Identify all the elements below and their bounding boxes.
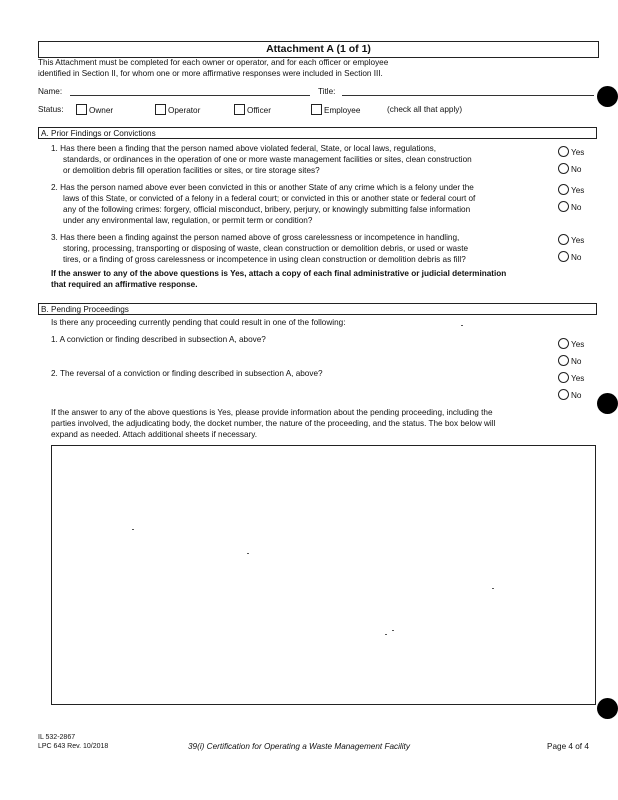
a3-yes-radio[interactable] — [558, 234, 569, 245]
b1-no-radio[interactable] — [558, 355, 569, 366]
footer-center-title: 39(i) Certification for Operating a Waste Management Facility — [188, 742, 410, 751]
section-a-heading: A. Prior Findings or Convictions — [38, 127, 597, 139]
binder-hole-marker — [597, 393, 618, 414]
name-field[interactable] — [70, 86, 310, 96]
a3-yes-option[interactable] — [558, 234, 584, 245]
b2-no-option[interactable] — [558, 389, 581, 400]
section-b-note-line-1: If the answer to any of the above questions is Yes, please provide information about the pending proceeding, including the — [51, 408, 493, 417]
a3-no-radio[interactable] — [558, 251, 569, 262]
question-a3-line: 3. Has there been a finding against the person named above of gross carelessness or incompetence in handling, — [51, 233, 460, 242]
operator-checkbox[interactable] — [155, 104, 166, 115]
section-b-note-line-2: parties involved, the adjudicating body, the docket number, the nature of the proceeding, and the status. The box below will — [51, 419, 496, 428]
operator-label: Operator — [168, 106, 201, 115]
b1-yes-radio[interactable] — [558, 338, 569, 349]
scan-speck — [132, 529, 134, 530]
page-title: Attachment A (1 of 1) — [38, 41, 599, 58]
status-owner[interactable] — [76, 104, 113, 115]
b1-yes-option[interactable] — [558, 338, 584, 349]
owner-label: Owner — [89, 106, 114, 115]
b2-no-radio[interactable] — [558, 389, 569, 400]
question-a1-line: or demolition debris fill operation facilities or sites, or tire storage sites? — [63, 166, 320, 175]
a3-no-option[interactable] — [558, 251, 581, 262]
a3-no-label: No — [571, 253, 582, 262]
name-label: Name: — [38, 87, 63, 96]
section-b-note-line-3: expand as needed. Attach additional sheets if necessary. — [51, 430, 258, 439]
section-b-heading: B. Pending Proceedings — [38, 303, 597, 315]
intro-line-1: This Attachment must be completed for each owner or operator, and for each officer or employee — [38, 58, 389, 67]
question-a3 — [51, 232, 557, 265]
footer-revision: LPC 643 Rev. 10/2018 — [38, 743, 109, 750]
status-note: (check all that apply) — [387, 105, 463, 114]
question-a1-line: 1. Has there been a finding that the person named above violated federal, State, or local laws, regulations, — [51, 144, 437, 153]
a2-yes-label: Yes — [571, 186, 585, 195]
question-a2-line: any of the following crimes: forgery, official misconduct, bribery, perjury, or knowingly submitting false information — [63, 205, 471, 214]
b2-no-label: No — [571, 391, 582, 400]
status-label: Status: — [38, 105, 64, 114]
scan-speck — [492, 588, 494, 589]
status-operator[interactable] — [155, 104, 200, 115]
a1-yes-label: Yes — [571, 148, 585, 157]
section-b-intro: Is there any proceeding currently pending that could result in one of the following: — [51, 318, 346, 327]
title-field[interactable] — [342, 86, 594, 96]
scan-speck — [385, 634, 387, 635]
question-a2-line: under any environmental law, regulation, or permit term or condition? — [63, 216, 313, 225]
question-a1 — [51, 143, 557, 176]
a1-no-option[interactable] — [558, 163, 581, 174]
footer-form-id: IL 532-2867 — [38, 734, 76, 741]
a1-yes-option[interactable] — [558, 146, 584, 157]
a3-yes-label: Yes — [571, 236, 585, 245]
scan-speck — [392, 630, 394, 631]
a1-no-radio[interactable] — [558, 163, 569, 174]
question-a3-line: storing, processing, transporting or disposing of waste, clean construction or demolition debris, or used or waste — [63, 244, 469, 253]
employee-checkbox[interactable] — [311, 104, 322, 115]
a1-no-label: No — [571, 165, 582, 174]
b2-yes-option[interactable] — [558, 372, 584, 383]
section-a-note-line-1: If the answer to any of the above questions is Yes, attach a copy of each final administrative or judicial determination — [51, 269, 507, 278]
footer-page-number: Page 4 of 4 — [547, 742, 589, 751]
b1-no-label: No — [571, 357, 582, 366]
employee-label: Employee — [324, 106, 361, 115]
a2-no-label: No — [571, 203, 582, 212]
pending-proceeding-details-box[interactable] — [51, 445, 596, 705]
a1-yes-radio[interactable] — [558, 146, 569, 157]
question-b2: 2. The reversal of a conviction or finding described in subsection A, above? — [51, 369, 323, 378]
a2-yes-option[interactable] — [558, 184, 584, 195]
question-a2 — [51, 182, 557, 226]
status-officer[interactable] — [234, 104, 271, 115]
question-a3-line: tires, or a finding of gross carelessness or incompetence in using clean construction or demolition debris as fill? — [63, 255, 466, 264]
scan-speck — [247, 553, 249, 554]
question-a1-line: standards, or ordinances in the operation of one or more waste management facilities or sites, clean construction — [63, 155, 472, 164]
a2-no-radio[interactable] — [558, 201, 569, 212]
officer-checkbox[interactable] — [234, 104, 245, 115]
question-a2-line: 2. Has the person named above ever been convicted in this or another State of any crime which is a felony under the — [51, 183, 474, 192]
a2-yes-radio[interactable] — [558, 184, 569, 195]
section-a-note-line-2: that required an affirmative response. — [51, 280, 198, 289]
b2-yes-radio[interactable] — [558, 372, 569, 383]
binder-hole-marker — [597, 86, 618, 107]
a2-no-option[interactable] — [558, 201, 581, 212]
b1-yes-label: Yes — [571, 340, 585, 349]
b2-yes-label: Yes — [571, 374, 585, 383]
officer-label: Officer — [247, 106, 271, 115]
owner-checkbox[interactable] — [76, 104, 87, 115]
intro-line-2: identified in Section II, for whom one or more affirmative responses were included in Section III. — [38, 69, 383, 78]
status-employee[interactable] — [311, 104, 360, 115]
question-b1: 1. A conviction or finding described in subsection A, above? — [51, 335, 266, 344]
b1-no-option[interactable] — [558, 355, 581, 366]
title-label: Title: — [318, 87, 336, 96]
binder-hole-marker — [597, 698, 618, 719]
question-a2-line: laws of this State, or convicted of a felony in a federal court; or convicted in this or another state or federal court of — [63, 194, 476, 203]
scan-speck — [461, 325, 463, 326]
